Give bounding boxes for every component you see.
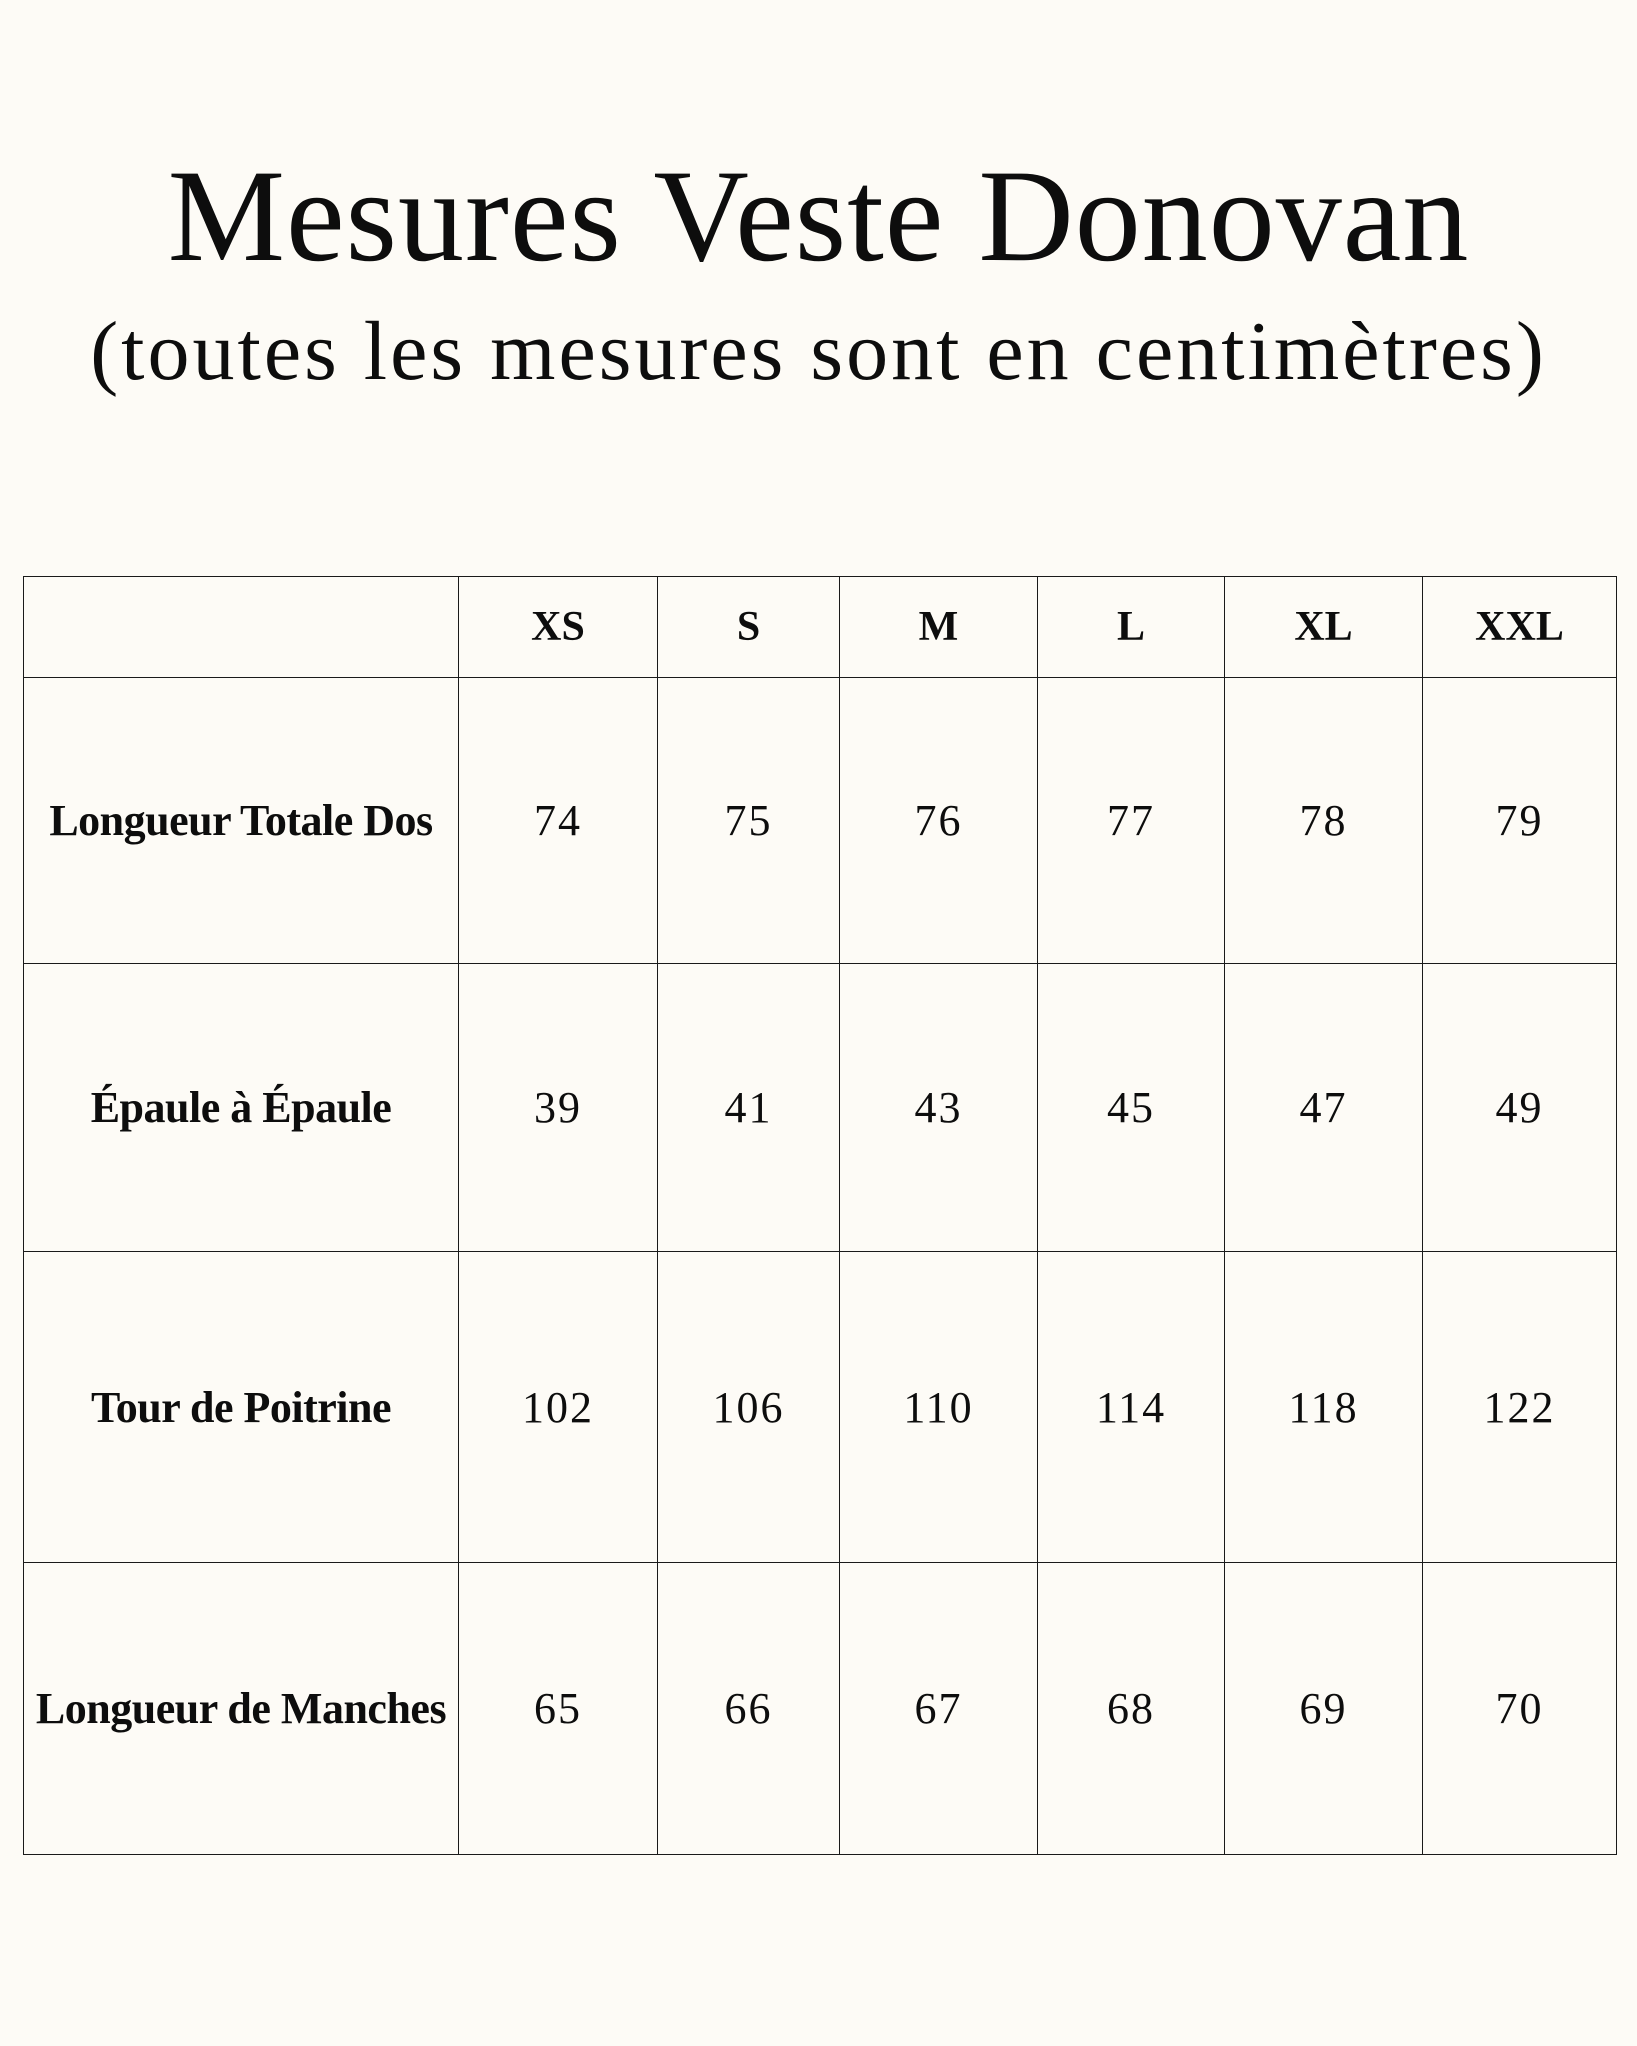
value-cell: 75 (658, 678, 840, 964)
value-cell: 118 (1225, 1252, 1423, 1563)
value-cell: 66 (658, 1563, 840, 1855)
value-cell: 106 (658, 1252, 840, 1563)
size-chart-table (23, 576, 1617, 1855)
value-cell: 114 (1038, 1252, 1225, 1563)
row-label-tour-de-poitrine: Tour de Poitrine (24, 1252, 459, 1563)
table-row (24, 1252, 1617, 1563)
value-cell: 39 (459, 964, 658, 1252)
size-header-l: L (1038, 577, 1225, 678)
value-cell: 70 (1423, 1563, 1617, 1855)
size-header-s: S (658, 577, 840, 678)
table-row (24, 678, 1617, 964)
size-header-m: M (840, 577, 1038, 678)
value-cell: 45 (1038, 964, 1225, 1252)
page-subtitle: (toutes les mesures sont en centimètres) (90, 305, 1547, 398)
value-cell: 65 (459, 1563, 658, 1855)
value-cell: 43 (840, 964, 1038, 1252)
size-header-xxl: XXL (1423, 577, 1617, 678)
value-cell: 79 (1423, 678, 1617, 964)
value-cell: 77 (1038, 678, 1225, 964)
value-cell: 68 (1038, 1563, 1225, 1855)
value-cell: 102 (459, 1252, 658, 1563)
table-row (24, 964, 1617, 1252)
row-label-epaule-a-epaule: Épaule à Épaule (24, 964, 459, 1252)
value-cell: 122 (1423, 1252, 1617, 1563)
value-cell: 76 (840, 678, 1038, 964)
size-header-xs: XS (459, 577, 658, 678)
table-header-row (24, 577, 1617, 678)
row-label-longueur-de-manches: Longueur de Manches (24, 1563, 459, 1855)
value-cell: 74 (459, 678, 658, 964)
value-cell: 110 (840, 1252, 1038, 1563)
value-cell: 41 (658, 964, 840, 1252)
value-cell: 78 (1225, 678, 1423, 964)
value-cell: 69 (1225, 1563, 1423, 1855)
row-label-longueur-totale-dos: Longueur Totale Dos (24, 678, 459, 964)
value-cell: 67 (840, 1563, 1038, 1855)
corner-cell (24, 577, 459, 678)
page-title: Mesures Veste Donovan (167, 142, 1470, 289)
value-cell: 49 (1423, 964, 1617, 1252)
size-header-xl: XL (1225, 577, 1423, 678)
value-cell: 47 (1225, 964, 1423, 1252)
table-row (24, 1563, 1617, 1855)
